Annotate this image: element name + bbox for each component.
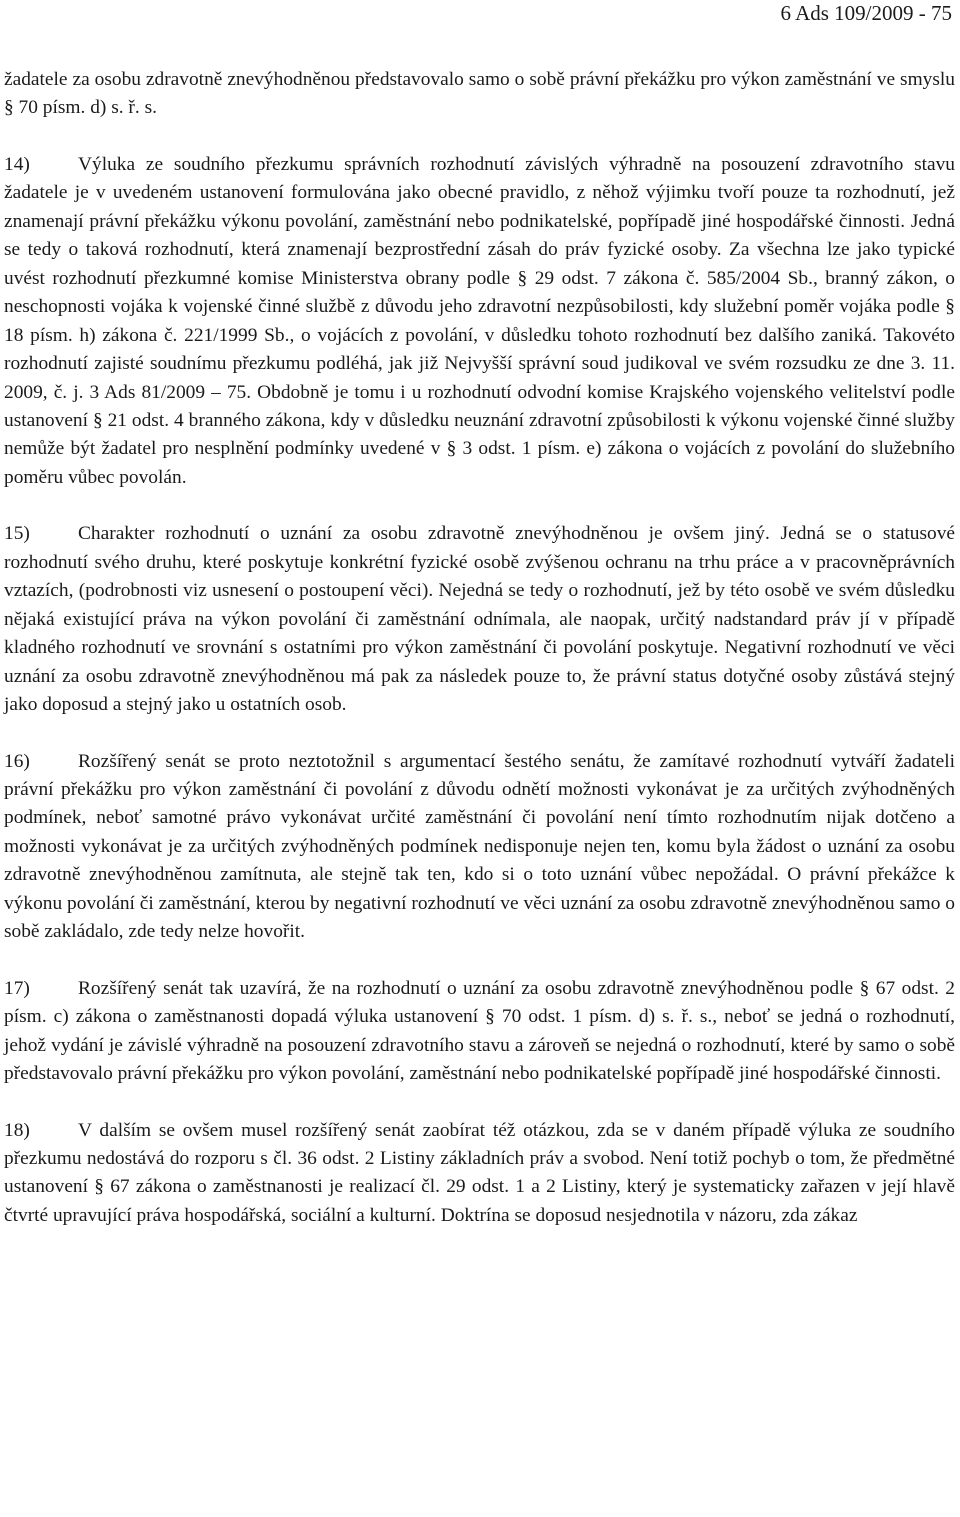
paragraph-number: 14) <box>4 153 30 175</box>
paragraph-text: Rozšířený senát tak uzavírá, že na rozhodnutí o uznání za osobu zdravotně znevýhodněnou podle § 67 odst. 2 písm. c) zákona o zaměstnanosti dopadá výluka ustanovení § 70 odst. 1 písm. d) s. ř. s., neboť se jedná o rozhodnutí, jehož vydání je závislé výhradně na posouzení zdravotního stavu a zároveň se nejedná o rozhodnutí, které by samo o sobě představovalo právní překážku pro výkon povolání, zaměstnání nebo podnikatelské popřípadě jiné hospodářské činnosti. <box>4 977 955 1085</box>
paragraph-number: 15) <box>4 523 30 545</box>
paragraph-17 <box>4 975 955 1089</box>
paragraph-number: 16) <box>4 750 30 772</box>
paragraph-number: 17) <box>4 977 30 999</box>
paragraph-14 <box>4 151 955 492</box>
paragraph-number: 18) <box>4 1119 30 1141</box>
paragraph-text: Rozšířený senát se proto neztotožnil s argumentací šestého senátu, že zamítavé rozhodnutí vytváří žadateli právní překážku pro výkon zaměstnání či povolání z důvodu odnětí možnosti vykonávat je za určitých zvýhodněných podmínek, neboť samotné právo vykonávat určité zaměstnání či povolání není tímto rozhodnutím nijak dotčeno a možnosti vykonávat je za určitých zvýhodněných podmínek nedisponuje nejen ten, komu byla žádost o uznání za osobu zdravotně znevýhodněnou zamítnuta, ale stejně tak ten, kdo si o toto uznání vůbec nepožádal. O právní překážce k výkonu povolání či zaměstnání, kterou by negativní rozhodnutí ve věci uznání za osobu zdravotně znevýhodněnou samo o sobě zakládalo, zde tedy nelze hovořit. <box>4 750 955 943</box>
paragraph-text: V dalším se ovšem musel rozšířený senát zaobírat též otázkou, zda se v daném případě výluka ze soudního přezkumu nedostává do rozporu s čl. 36 odst. 2 Listiny základních práv a svobod. Není totiž pochyb o tom, že předmětné ustanovení § 67 zákona o zaměstnanosti je realizací čl. 29 odst. 1 a 2 Listiny, který je systematicky zařazen v její hlavě čtvrté upravující práva hospodářská, sociální a kulturní. Doktrína se doposud nesjednotila v názoru, zda zákaz <box>4 1119 955 1226</box>
paragraph-16 <box>4 748 955 947</box>
paragraph-18 <box>4 1117 955 1231</box>
page-header: 6 Ads 109/2009 - 75 <box>780 1 952 25</box>
paragraph-continuation: žadatele za osobu zdravotně znevýhodněnou představovalo samo o sobě právní překážku pro výkon zaměstnání ve smyslu § 70 písm. d) s. ř. s. <box>4 69 955 119</box>
document-body <box>4 66 955 1258</box>
paragraph-text: Výluka ze soudního přezkumu správních rozhodnutí závislých výhradně na posouzení zdravotního stavu žadatele je v uvedeném ustanovení formulována jako obecné pravidlo, z něhož výjimku tvoří pouze ta rozhodnutí, jež znamenají právní překážku výkonu povolání, zaměstnání nebo podnikatelské, popřípadě jiné hospodářské činnosti. Jedná se tedy o taková rozhodnutí, která znamenají bezprostřední zásah do práv fyzické osoby. Za všechna lze jako typické uvést rozhodnutí přezkumné komise Ministerstva obrany podle § 29 odst. 7 zákona č. 585/2004 Sb., branný zákon, o neschopnosti vojáka k vojenské činné službě z důvodu jeho zdravotní nezpůsobilosti, kdy služební poměr vojáka podle § 18 písm. h) zákona č. 221/1999 Sb., o vojácích z povolání, v důsledku tohoto rozhodnutí bez dalšího zaniká. Takovéto rozhodnutí zajisté soudnímu přezkumu podléhá, jak již Nejvyšší správní soud judikoval ve svém rozsudku ze dne 3. 11. 2009, č. j. 3 Ads 81/2009 – 75. Obdobně je tomu i u rozhodnutí odvodní komise Krajského vojenského velitelství podle ustanovení § 21 odst. 4 branného zákona, kdy v důsledku neuznání zdravotní způsobilosti k výkonu vojenské činné služby nemůže být žadatel pro nesplnění podmínky uvedené v § 3 odst. 1 písm. e) zákona o vojácích z povolání do služebního poměru vůbec povolán. <box>4 153 955 488</box>
paragraph-text: Charakter rozhodnutí o uznání za osobu zdravotně znevýhodněnou je ovšem jiný. Jedná se o statusové rozhodnutí svého druhu, které poskytuje konkrétní fyzické osobě zvýšenou ochranu na trhu práce a v pracovněprávních vztazích, (podrobnosti viz usnesení o postoupení věci). Nejedná se tedy o rozhodnutí, jež by této osobě ve svém důsledku nějaká existující práva na výkon povolání či zaměstnání odnímala, ale naopak, určitý nadstandard práv jí v případě kladného rozhodnutí ve srovnání s ostatními pro výkon zaměstnání či povolání poskytuje. Negativní rozhodnutí ve věci uznání za osobu zdravotně znevýhodněnou má pak za následek pouze to, že právní status dotyčné osoby zůstává stejný jako doposud a stejný jako u ostatních osob. <box>4 523 955 716</box>
paragraph-15 <box>4 520 955 719</box>
